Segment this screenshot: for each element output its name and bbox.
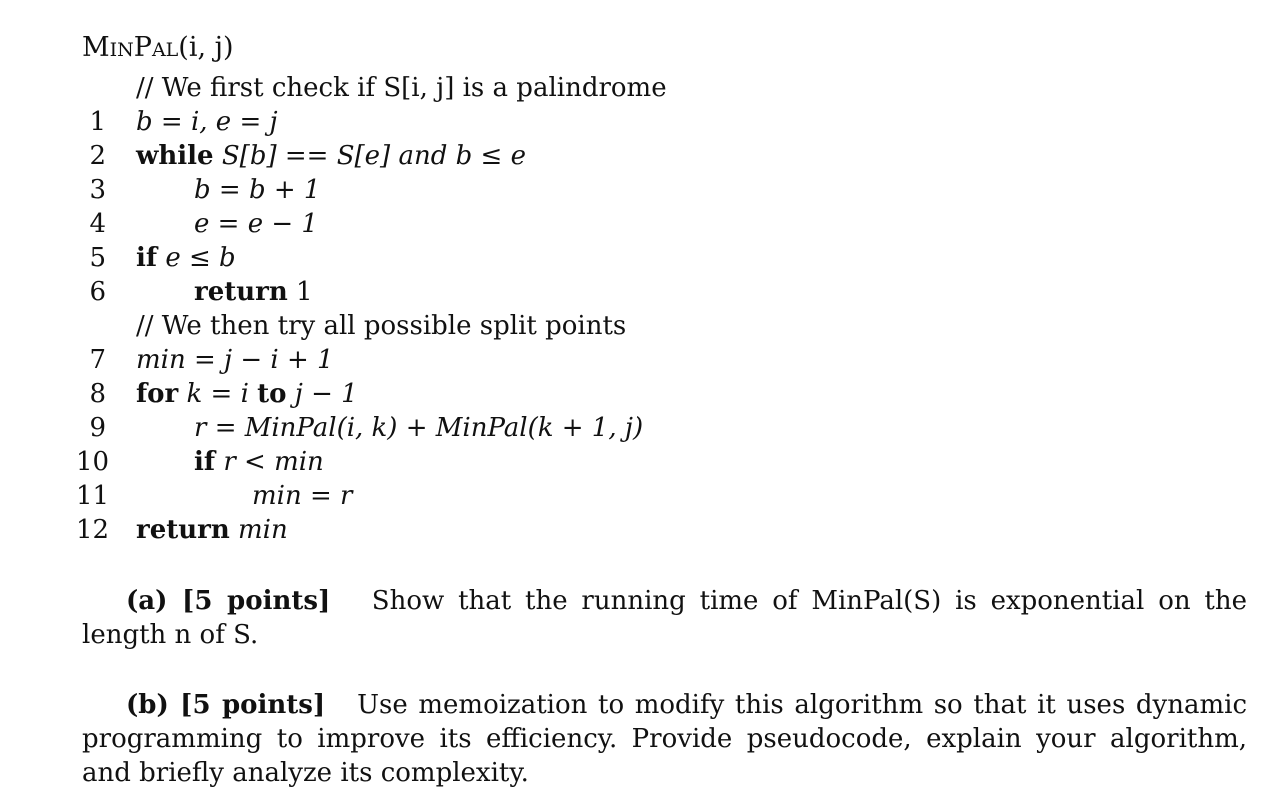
line-number: 4 xyxy=(89,209,106,239)
line-number: 12 xyxy=(76,515,110,545)
keyword: to xyxy=(257,379,287,409)
code-expression: r < min xyxy=(223,447,324,477)
comment-palindrome-check: // We first check if S[i, j] is a palindrome xyxy=(136,73,667,103)
code-line xyxy=(136,141,526,171)
algorithm-title xyxy=(82,32,234,63)
code-line xyxy=(194,277,313,307)
code-expression: min xyxy=(238,515,288,545)
line-number: 1 xyxy=(89,107,106,137)
code-line: b = i, e = j xyxy=(136,107,278,137)
code-expression: S[b] == S[e] and b ≤ e xyxy=(221,141,526,171)
keyword: for xyxy=(136,379,179,409)
keyword: return xyxy=(194,277,288,307)
line-number: 3 xyxy=(89,175,106,205)
question-b-text: Use memoization to modify this algorithm so that it uses dynamic programming to improve its efficiency. Provide pseudocode, explain your algorithm, and briefly analyze its complexity. xyxy=(82,690,1248,788)
code-line: b = b + 1 xyxy=(194,175,321,205)
code-line xyxy=(136,243,236,273)
code-expression: e ≤ b xyxy=(165,243,236,273)
code-line: r = MinPal(i, k) + MinPal(k + 1, j) xyxy=(194,413,644,443)
keyword: if xyxy=(136,243,158,273)
code-expression: 1 xyxy=(296,277,313,307)
comment-split-points: // We then try all possible split points xyxy=(136,311,627,341)
line-number: 2 xyxy=(89,141,106,171)
line-number: 8 xyxy=(89,379,106,409)
question-b xyxy=(82,688,1247,790)
algorithm-params: (i, j) xyxy=(178,32,234,63)
algorithm-name: MinPal xyxy=(82,32,179,63)
question-a xyxy=(82,584,1247,652)
code-expression: k = i xyxy=(186,379,249,409)
line-number: 10 xyxy=(76,447,110,477)
line-number: 11 xyxy=(76,481,110,511)
question-a-label: (a) [5 points] xyxy=(126,586,331,616)
line-number: 6 xyxy=(89,277,106,307)
code-line: e = e − 1 xyxy=(194,209,318,239)
question-a-text: Show that the running time of MinPal(S) is exponential on the length n of S. xyxy=(82,586,1247,650)
code-line xyxy=(136,379,358,409)
line-number: 7 xyxy=(89,345,106,375)
code-line xyxy=(194,447,324,477)
keyword: return xyxy=(136,515,230,545)
code-line: min = j − i + 1 xyxy=(136,345,334,375)
code-line xyxy=(136,515,288,545)
line-number: 5 xyxy=(89,243,106,273)
keyword: while xyxy=(136,141,214,171)
line-number: 9 xyxy=(89,413,106,443)
keyword: if xyxy=(194,447,216,477)
code-expression: j − 1 xyxy=(294,379,358,409)
question-b-label: (b) [5 points] xyxy=(126,690,326,720)
code-line: min = r xyxy=(252,481,353,511)
